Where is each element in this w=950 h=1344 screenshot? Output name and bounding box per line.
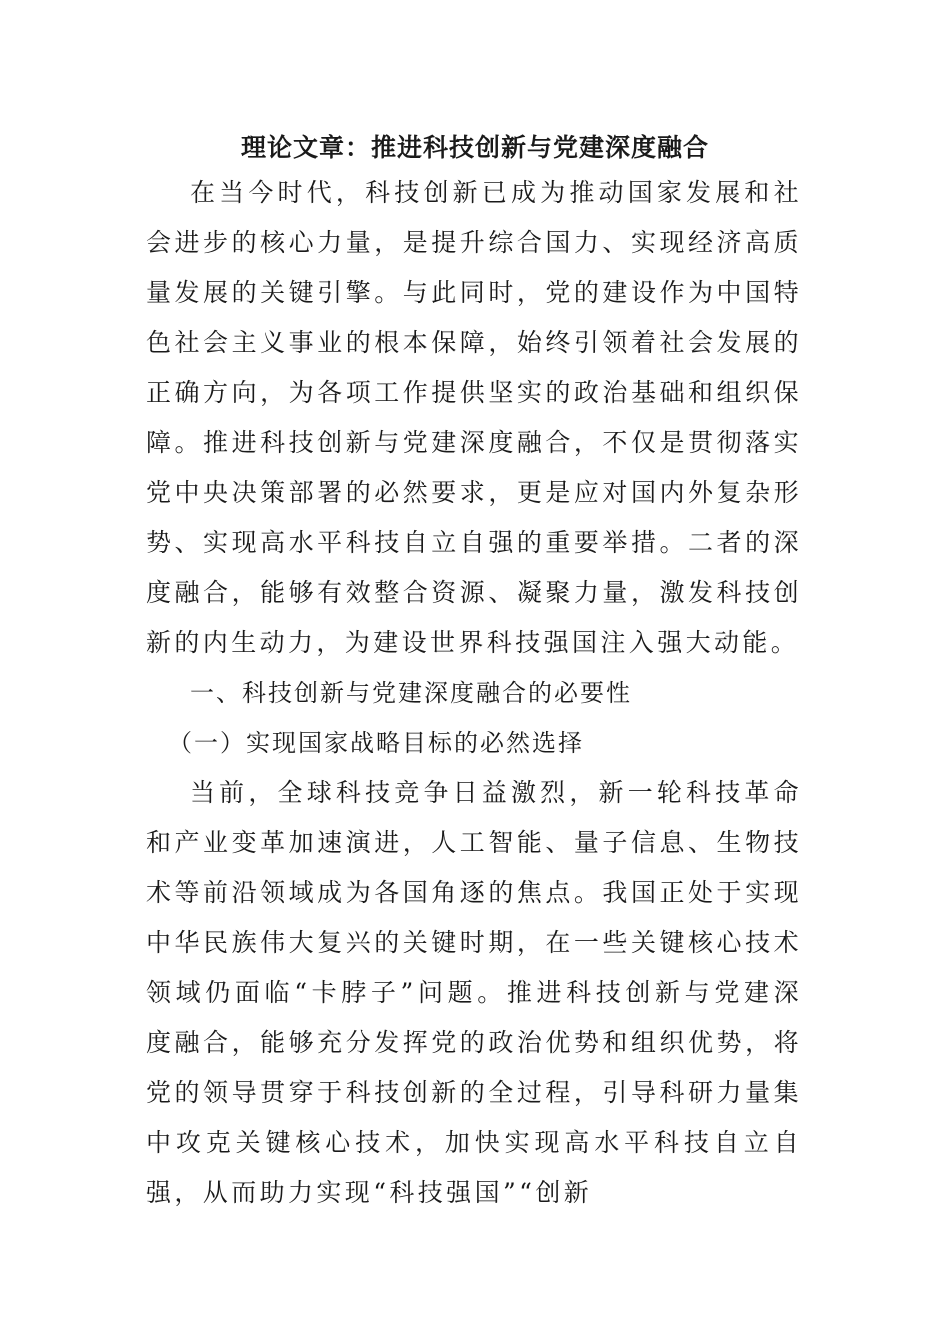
body-paragraph: 当前，全球科技竞争日益激烈，新一轮科技革命和产业变革加速演进，人工智能、量子信息、生物技术等前沿领域成为各国角逐的焦点。我国正处于实现中华民族伟大复兴的关键时期，在一些关键核心技术领域仍面临“卡脖子”问题。推进科技创新与党建深度融合，能够充分发挥党的政治优势和组织优势，将党的领导贯穿于科技创新的全过程，引导科研力量集中攻克关键核心技术，加快实现高水平科技自立自强，从而助力实现“科技强国”“创新 — [146, 778, 802, 1207]
document-title: 理论文章：推进科技创新与党建深度融合 — [240, 133, 709, 162]
subsection-heading: （一）实现国家战略目标的必然选择 — [168, 729, 584, 757]
section-heading: 一、科技创新与党建深度融合的必要性 — [190, 679, 632, 707]
document-body — [146, 168, 802, 1218]
intro-paragraph: 在当今时代，科技创新已成为推动国家发展和社会进步的核心力量，是提升综合国力、实现经济高质量发展的关键引擎。与此同时，党的建设作为中国特色社会主义事业的根本保障，始终引领着社会发展的正确方向，为各项工作提供坚实的政治基础和组织保障。推进科技创新与党建深度融合，不仅是贯彻落实党中央决策部署的必然要求，更是应对国内外复杂形势、实现高水平科技自立自强的重要举措。二者的深度融合，能够有效整合资源、凝聚力量，激发科技创新的内生动力，为建设世界科技强国注入强大动能。 — [146, 178, 802, 657]
